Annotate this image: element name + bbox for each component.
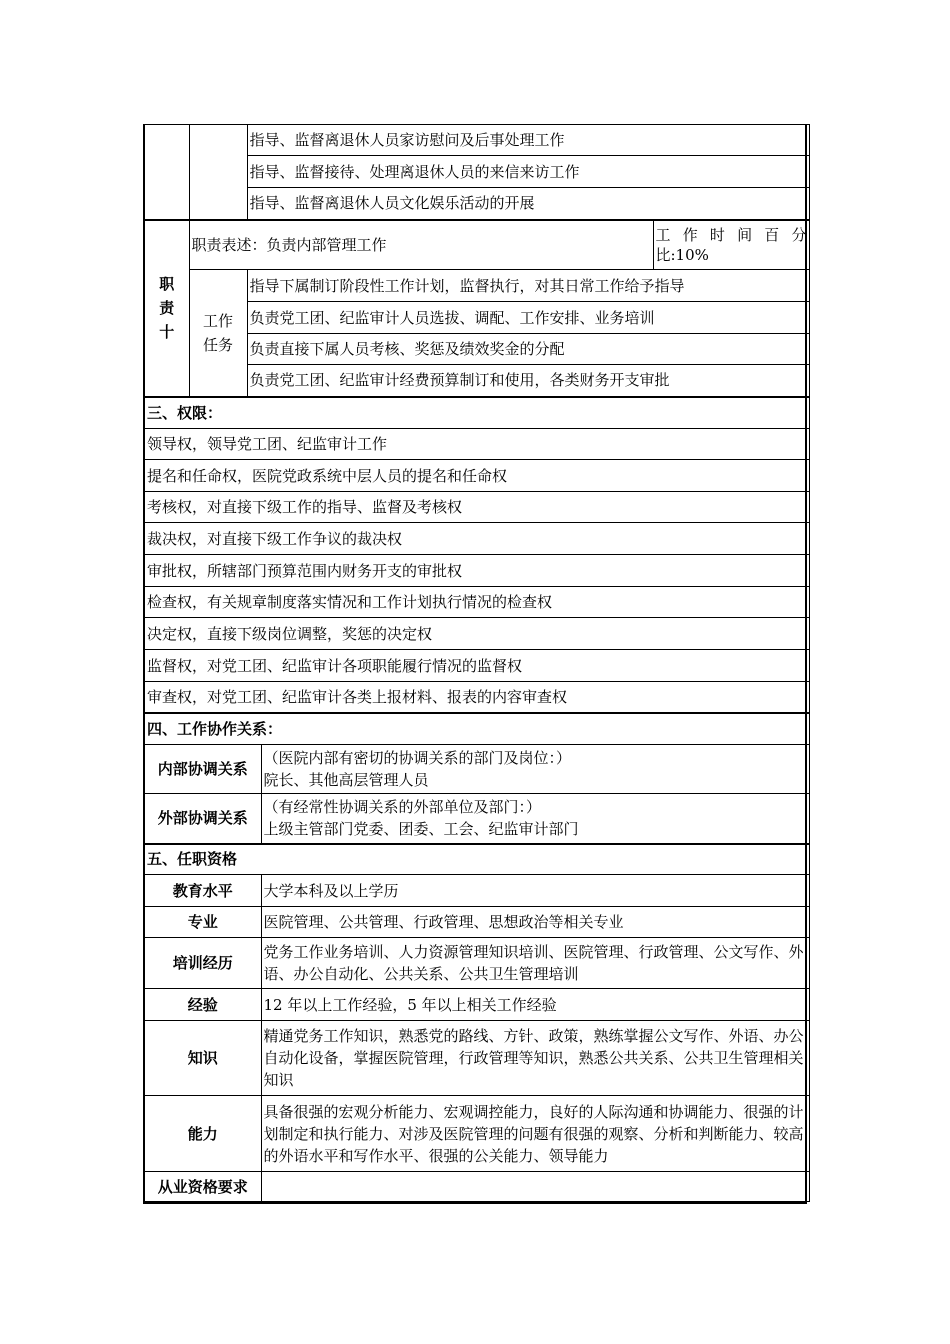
duty-top-sub-cell xyxy=(189,125,247,220)
external-coordination-row xyxy=(145,794,809,844)
qualification-row xyxy=(145,1096,809,1172)
qualification-label: 经验 xyxy=(145,989,261,1021)
duty-item: 指导、监督离退休人员家访慰问及后事处理工作 xyxy=(247,125,809,156)
duty10-task: 指导下属制订阶段性工作计划，监督执行，对其日常工作给予指导 xyxy=(247,270,809,302)
duty10-task: 负责党工团、纪监审计人员选拔、调配、工作安排、业务培训 xyxy=(247,302,809,334)
authority-row xyxy=(145,618,809,650)
section-header-row xyxy=(145,397,809,429)
job-description-table xyxy=(145,124,810,1202)
section-header-row xyxy=(145,844,809,875)
qualification-value: 医院管理、公共管理、行政管理、思想政治等相关专业 xyxy=(261,907,809,938)
qualification-row xyxy=(145,938,809,989)
external-coordination-cell xyxy=(261,794,809,844)
external-coordination-note: （有经常性协调关系的外部单位及部门：） xyxy=(263,798,542,817)
qualification-value: 具备很强的宏观分析能力、宏观调控能力，良好的人际沟通和协调能力、很强的计划制定和执行能力、对涉及医院管理的问题有很强的观察、分析和判断能力、较高的外语水平和写作水平、很强的公关能力、领导能力 xyxy=(261,1096,809,1172)
authority-row xyxy=(145,492,809,523)
authority-item: 审查权，对党工团、纪监审计各类上报材料、报表的内容审查权 xyxy=(145,682,809,713)
qualification-row xyxy=(145,1172,809,1202)
duty10-statement-row xyxy=(145,220,809,270)
external-coordination-value: 上级主管部门党委、团委、工会、纪监审计部门 xyxy=(263,820,579,839)
duty10-time-percentage xyxy=(653,220,809,270)
authority-item: 提名和任命权，医院党政系统中层人员的提名和任命权 xyxy=(145,460,809,492)
authority-item: 决定权，直接下级岗位调整，奖惩的决定权 xyxy=(145,618,809,650)
qualification-value: 党务工作业务培训、人力资源管理知识培训、医院管理、行政管理、公文写作、外语、办公自动化、公共关系、公共卫生管理培训 xyxy=(261,938,809,989)
authority-row xyxy=(145,555,809,587)
internal-coordination-value: 院长、其他高层管理人员 xyxy=(263,771,429,789)
qualification-label: 专业 xyxy=(145,907,261,938)
authority-row xyxy=(145,523,809,555)
authority-row xyxy=(145,460,809,492)
qualification-value: 12 年以上工作经验，5 年以上相关工作经验 xyxy=(261,989,809,1021)
authority-row xyxy=(145,429,809,460)
authority-item: 考核权，对直接下级工作的指导、监督及考核权 xyxy=(145,492,809,523)
qualification-label: 知识 xyxy=(145,1021,261,1096)
task-label-line2: 任务 xyxy=(202,335,233,354)
qualifications-title: 五、任职资格 xyxy=(145,844,809,875)
qualification-row xyxy=(145,1021,809,1096)
duty10-label-char: 责 xyxy=(159,299,175,317)
authority-title: 三、权限： xyxy=(145,397,809,429)
authority-item: 审批权，所辖部门预算范围内财务开支的审批权 xyxy=(145,555,809,587)
task-label-line1: 工作 xyxy=(202,311,233,330)
qualification-label: 从业资格要求 xyxy=(145,1172,261,1202)
authority-row xyxy=(145,682,809,713)
section-header-row xyxy=(145,713,809,745)
internal-coordination-row xyxy=(145,745,809,794)
duty10-task-label xyxy=(189,270,247,397)
duty10-statement: 职责表述：负责内部管理工作 xyxy=(189,220,653,270)
duty-item: 指导、监督接待、处理离退休人员的来信来访工作 xyxy=(247,156,809,188)
duty-item: 指导、监督离退休人员文化娱乐活动的开展 xyxy=(247,188,809,220)
qualification-label: 教育水平 xyxy=(145,875,261,907)
external-coordination-label: 外部协调关系 xyxy=(145,794,261,844)
duty-top-label-cell xyxy=(145,125,189,220)
qualification-row xyxy=(145,875,809,907)
qualification-row xyxy=(145,907,809,938)
time-percentage-line2: 比:10% xyxy=(655,245,709,264)
job-description-document xyxy=(143,124,807,1204)
duty10-task: 负责党工团、纪监审计经费预算制订和使用，各类财务开支审批 xyxy=(247,365,809,397)
authority-item: 裁决权，对直接下级工作争议的裁决权 xyxy=(145,523,809,555)
authority-item: 领导权，领导党工团、纪监审计工作 xyxy=(145,429,809,460)
internal-coordination-cell xyxy=(261,745,809,794)
document-table-frame xyxy=(143,124,807,1204)
authority-row xyxy=(145,587,809,618)
cooperation-title: 四、工作协作关系： xyxy=(145,713,809,745)
duty10-task-row xyxy=(145,270,809,302)
qualification-row xyxy=(145,989,809,1021)
time-percentage-line1: 工 作 时 间 百 分 xyxy=(655,225,807,244)
authority-row xyxy=(145,650,809,682)
qualification-value: 精通党务工作知识，熟悉党的路线、方针、政策，熟练掌握公文写作、外语、办公自动化设备，掌握医院管理，行政管理等知识，熟悉公共关系、公共卫生管理相关知识 xyxy=(261,1021,809,1096)
internal-coordination-note: （医院内部有密切的协调关系的部门及岗位：） xyxy=(263,749,572,767)
duty10-label-char: 十 xyxy=(159,323,175,341)
qualification-label: 培训经历 xyxy=(145,938,261,989)
qualification-label: 能力 xyxy=(145,1096,261,1172)
internal-coordination-label: 内部协调关系 xyxy=(145,745,261,794)
qualification-value: 大学本科及以上学历 xyxy=(261,875,809,907)
duty10-label-char: 职 xyxy=(159,275,175,293)
duty10-task: 负责直接下属人员考核、奖惩及绩效奖金的分配 xyxy=(247,334,809,365)
authority-item: 检查权，有关规章制度落实情况和工作计划执行情况的检查权 xyxy=(145,587,809,618)
authority-item: 监督权，对党工团、纪监审计各项职能履行情况的监督权 xyxy=(145,650,809,682)
duty-row xyxy=(145,125,809,156)
duty10-label xyxy=(145,220,189,397)
qualification-value xyxy=(261,1172,809,1202)
